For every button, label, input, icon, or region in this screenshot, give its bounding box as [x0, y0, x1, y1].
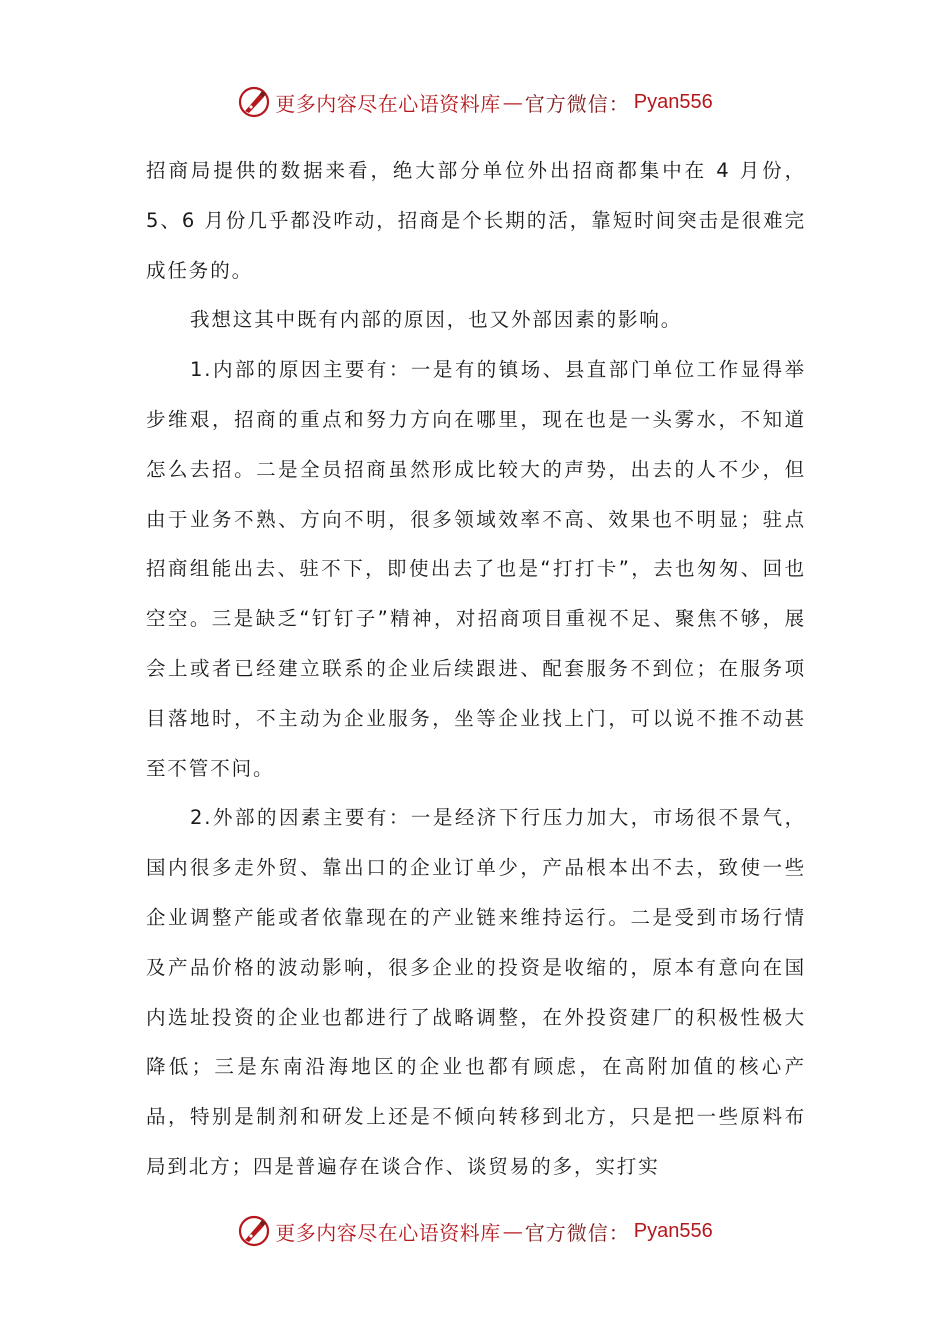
pen-nib-logo-icon — [237, 85, 271, 119]
footer-dash: — — [502, 1219, 523, 1243]
footer-official-label: 官方微信： — [524, 1220, 630, 1245]
paragraph-3: 1.内部的原因主要有：一是有的镇场、县直部门单位工作显得举步维艰，招商的重点和努力方向在哪里，现在也是一头雾水，不知道怎么去招。二是全员招商虽然形成比较大的声势，出去的人不少，但由于业务不熟、方向不明，很多领域效率不高、效果也不明显；驻点招商组能出去、驻不下，即使出去了也是“打打卡”，去也匆匆、回也空空。三是缺乏“钉钉子”精神，对招商项目重视不足、聚焦不够，展会上或者已经建立联系的企业后续跟进、配套服务不到位；在服务项目落地时，不主动为企业服务，坐等企业找上门，可以说不推不动甚至不管不问。 — [146, 358, 806, 780]
paragraph-4: 2.外部的因素主要有：一是经济下行压力加大，市场很不景气，国内很多走外贸、靠出口的企业订单少，产品根本出不去，致使一些企业调整产能或者依靠现在的产业链来维持运行。二是受到市场行情及产品价格的波动影响，很多企业的投资是收缩的，原本有意向在国内选址投资的企业也都进行了战略调整，在外投资建厂的积极性极大降低；三是东南沿海地区的企业也都有顾虑，在高附加值的核心产品，特别是制剂和研发上还是不倾向转移到北方，只是把一些原料布局到北方；四是普遍存在谈合作、谈贸易的多，实打实 — [146, 806, 806, 1178]
header-wechat-id: Pyan556 — [633, 90, 713, 113]
paragraph-2: 我想这其中既有内部的原因，也又外部因素的影响。 — [190, 308, 683, 332]
document-body — [146, 146, 806, 1192]
header-banner — [0, 82, 950, 122]
footer-wechat-id: Pyan556 — [633, 1219, 713, 1242]
header-brand-text: 更多内容尽在心语资料库 — [275, 91, 501, 116]
footer-banner — [0, 1211, 950, 1251]
header-official-label: 官方微信： — [524, 91, 630, 116]
pen-nib-logo-icon — [237, 1214, 271, 1248]
footer-brand-text: 更多内容尽在心语资料库 — [275, 1220, 501, 1245]
paragraph-1: 招商局提供的数据来看，绝大部分单位外出招商都集中在 4 月份，5、6 月份几乎都没咋动，招商是个长期的活，靠短时间突击是很难完成任务的。 — [146, 159, 806, 282]
header-dash: — — [502, 90, 523, 114]
